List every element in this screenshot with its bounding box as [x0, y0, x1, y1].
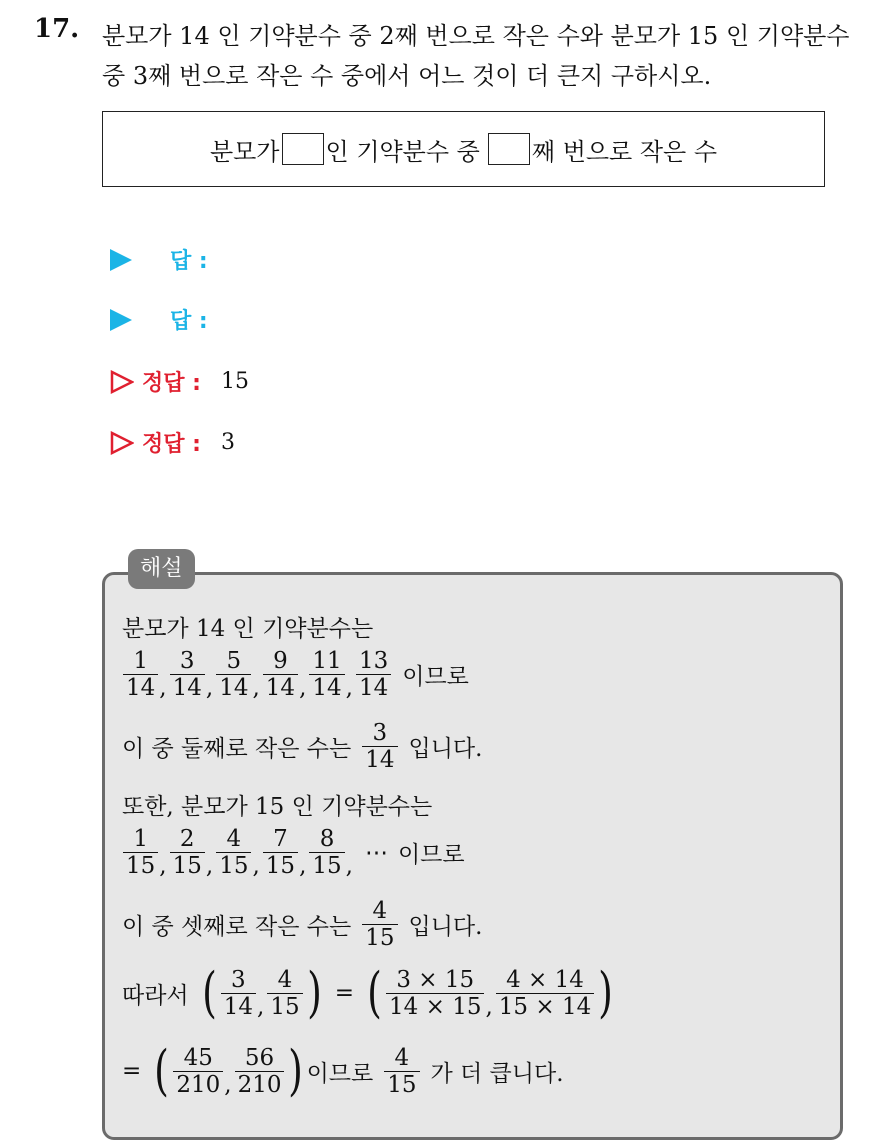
- play-triangle-icon: [110, 249, 132, 271]
- explanation-tag: 해설: [128, 549, 195, 589]
- text-imuro: 이므로: [402, 664, 469, 690]
- question-number: 17.: [34, 14, 80, 44]
- fraction: $\frac{11}{14}$: [309, 648, 344, 701]
- fraction: $\frac{1}{14}$: [123, 648, 158, 701]
- explanation-line-4: 또한, 분모가 15 인 기약분수는: [122, 794, 433, 820]
- fraction: $\frac{4}{15}$: [362, 898, 397, 951]
- fill-in-frame: [102, 111, 825, 187]
- correct-answer-value: 3: [220, 430, 235, 455]
- correct-answer-label: 정답 :: [142, 371, 201, 396]
- explanation-line-6: 이 중 셋째로 작은 수는 $\frac{4}{15}$ 입니다.: [122, 898, 483, 951]
- correct-answer-label: 정답 :: [142, 432, 201, 457]
- outline-triangle-icon: [110, 431, 134, 455]
- answer-row-1[interactable]: [110, 244, 208, 275]
- explanation-line-3: 이 중 둘째로 작은 수는 $\frac{3}{14}$ 입니다.: [122, 720, 483, 773]
- blank-box-order[interactable]: [488, 133, 530, 165]
- fraction: $\frac{3}{14}$: [170, 648, 205, 701]
- explanation-fractions-15: $\frac{1}{15}$ , $\frac{2}{15}$ , $\frac{4}{15}$ , $\frac{7}{15}$ , $\frac{8}{15}$ , ⋯ 이므로: [122, 826, 465, 879]
- frame-text-2: 인 기약분수 중: [325, 137, 480, 166]
- fraction: $\frac{45}{210}$: [173, 1045, 223, 1098]
- fraction: $\frac{3 \times 15}{14 \times 15}$: [386, 967, 484, 1020]
- answer-label: 답 :: [170, 249, 208, 274]
- text-imuro: 이므로: [397, 842, 465, 868]
- fraction: $\frac{8}{15}$: [309, 826, 344, 879]
- fraction: $\frac{2}{15}$: [170, 826, 205, 879]
- fraction: $\frac{7}{15}$: [263, 826, 298, 879]
- correct-answer-value: 15: [220, 369, 249, 394]
- question-text-line-2: 중 3째 번으로 작은 수 중에서 어느 것이 더 큰지 구하시오.: [102, 62, 712, 90]
- fraction: $\frac{13}{14}$: [356, 648, 391, 701]
- answer-label: 답 :: [170, 309, 208, 334]
- question-text-line-1: 분모가 14 인 기약분수 중 2째 번으로 작은 수와 분모가 15 인 기약분수: [102, 22, 850, 50]
- correct-answer-row-2: [110, 427, 235, 458]
- frame-text-1: 분모가: [209, 137, 280, 166]
- blank-box-denominator[interactable]: [282, 133, 324, 165]
- ellipsis: ⋯: [364, 839, 388, 866]
- fraction: $\frac{4}{15}$: [267, 967, 302, 1020]
- play-triangle-icon: [110, 309, 132, 331]
- fraction: $\frac{4}{15}$: [384, 1045, 419, 1098]
- fraction: $\frac{3}{14}$: [221, 967, 256, 1020]
- explanation-line-8: = ( $\frac{45}{210}$ , $\frac{56}{210}$ ) 이므로 $\frac{4}{15}$ 가 더 큽니다.: [122, 1039, 564, 1102]
- fraction: $\frac{56}{210}$: [235, 1045, 285, 1098]
- correct-answer-row-1: [110, 366, 249, 397]
- fraction: $\frac{1}{15}$: [123, 826, 158, 879]
- fraction: $\frac{4 \times 14}{15 \times 14}$: [496, 967, 594, 1020]
- fraction: $\frac{4}{15}$: [216, 826, 251, 879]
- explanation-line-7: 따라서 ( $\frac{3}{14}$ , $\frac{4}{15}$ ) = ( $\frac{3 \times 15}{14 \times 15}$ , $\frac{4 \times 14}{15 \times 14}$ ): [122, 961, 614, 1024]
- explanation-fractions-14: $\frac{1}{14}$ , $\frac{3}{14}$ , $\frac{5}{14}$ , $\frac{9}{14}$ , $\frac{11}{14}$ , $\frac{13}{14}$ 이므로: [122, 648, 469, 701]
- explanation-line-1: 분모가 14 인 기약분수는: [122, 616, 374, 642]
- answer-row-2[interactable]: [110, 304, 208, 335]
- fraction: $\frac{9}{14}$: [263, 648, 298, 701]
- fraction: $\frac{3}{14}$: [362, 720, 397, 773]
- fraction: $\frac{5}{14}$: [216, 648, 251, 701]
- outline-triangle-icon: [110, 370, 134, 394]
- frame-text-3: 째 번으로 작은 수: [531, 137, 718, 166]
